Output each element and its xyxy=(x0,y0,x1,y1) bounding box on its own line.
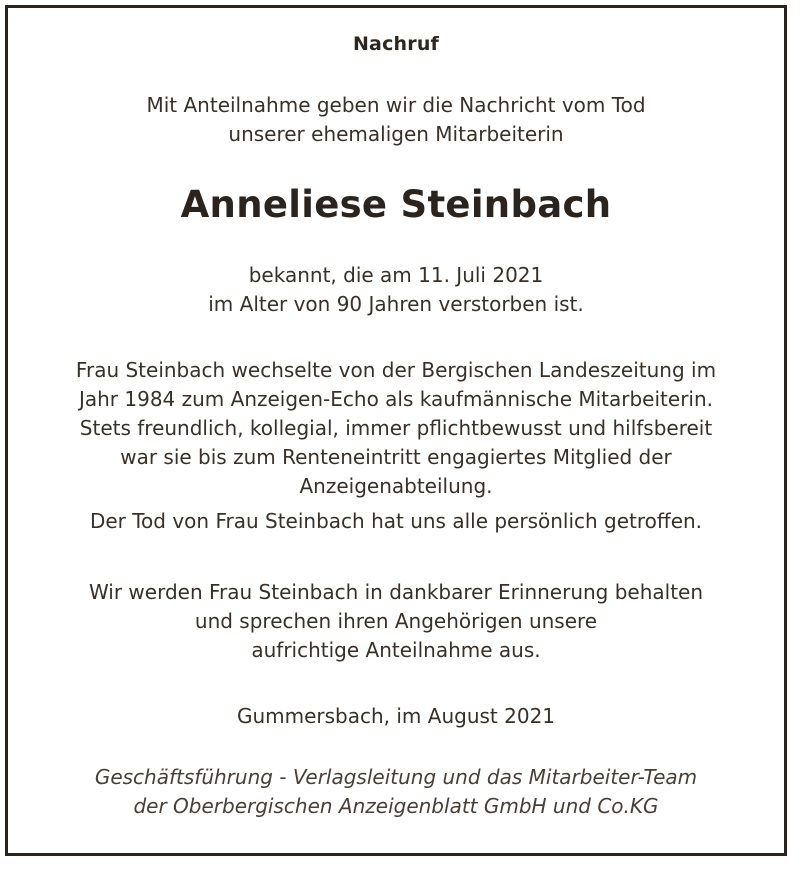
remembrance-line: Wir werden Frau Steinbach in dankbarer Erinnerung behalten xyxy=(88,580,704,604)
signature-line: Geschäftsführung - Verlagsleitung und das Mitarbeiter-Team xyxy=(94,765,698,789)
notice-title: Nachruf xyxy=(352,33,440,55)
biography-line: war sie bis zum Renteneintritt engagiertes Mitglied der xyxy=(120,445,672,469)
biography-line: Der Tod von Frau Steinbach hat uns alle persönlich getroffen. xyxy=(89,509,703,533)
signature-text xyxy=(5,763,787,821)
death-info xyxy=(5,261,787,319)
place-date xyxy=(5,702,787,731)
intro-line: Mit Anteilnahme geben wir die Nachricht vom Tod xyxy=(146,93,646,117)
biography-line: Frau Steinbach wechselte von der Bergischen Landeszeitung im xyxy=(75,358,717,382)
intro-line: unserer ehemaligen Mitarbeiterin xyxy=(228,122,564,146)
death-info-line: bekannt, die am 11. Juli 2021 xyxy=(248,263,544,287)
biography-line: Jahr 1984 zum Anzeigen-Echo als kaufmännische Mitarbeiterin. xyxy=(78,387,714,411)
remembrance-line: aufrichtige Anteilnahme aus. xyxy=(251,638,541,662)
intro-text xyxy=(5,91,787,149)
death-info-line: im Alter von 90 Jahren verstorben ist. xyxy=(208,292,584,316)
biography-text xyxy=(5,356,787,536)
signature-line: der Oberbergischen Anzeigenblatt GmbH und Co.KG xyxy=(133,794,659,818)
place-date-line: Gummersbach, im August 2021 xyxy=(236,704,556,728)
biography-line: Anzeigenabteilung. xyxy=(299,474,493,498)
remembrance-text xyxy=(5,578,787,665)
biography-line: Stets freundlich, kollegial, immer pflichtbewusst und hilfsbereit xyxy=(79,416,713,440)
deceased-name: Anneliese Steinbach xyxy=(180,183,612,226)
remembrance-line: und sprechen ihren Angehörigen unsere xyxy=(194,609,598,633)
